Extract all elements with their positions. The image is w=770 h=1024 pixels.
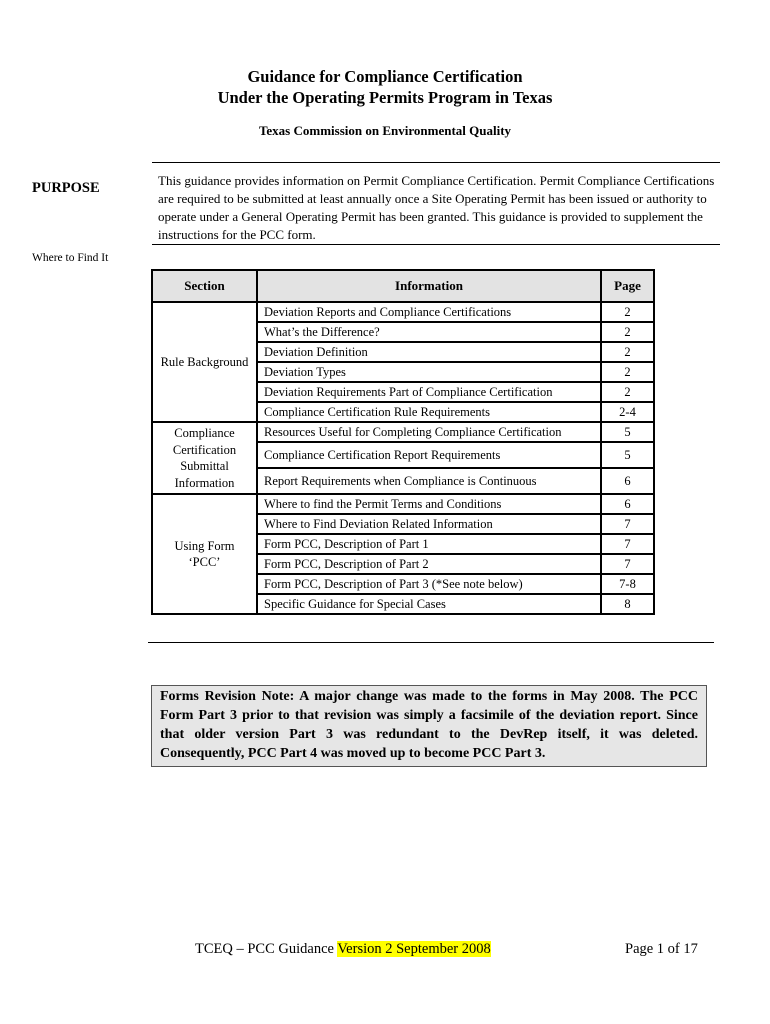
- table-bottom-rule: [148, 642, 714, 643]
- purpose-top-rule: [152, 162, 720, 163]
- toc-page: 2: [601, 322, 654, 342]
- toc-entry: Form PCC, Description of Part 2: [257, 554, 601, 574]
- toc-entry: Compliance Certification Rule Requirements: [257, 402, 601, 422]
- toc-page: 2: [601, 362, 654, 382]
- table-row: [152, 302, 654, 322]
- section-using-form-pcc: Using Form ‘PCC’: [152, 494, 257, 614]
- toc-entry: Deviation Reports and Compliance Certifications: [257, 302, 601, 322]
- toc-page: 2: [601, 342, 654, 362]
- toc-entry: Deviation Types: [257, 362, 601, 382]
- page-column-header: Page: [601, 270, 654, 302]
- agency-name: Texas Commission on Environmental Quality: [258, 123, 512, 138]
- section-compliance-certification: Compliance Certification Submittal Information: [152, 422, 257, 494]
- section-column-header: Section: [152, 270, 257, 302]
- document-title-line-1: Guidance for Compliance Certification: [247, 67, 523, 86]
- table-header-row: [152, 270, 654, 302]
- toc-entry: What’s the Difference?: [257, 322, 601, 342]
- toc-entry: Deviation Definition: [257, 342, 601, 362]
- toc-page: 7-8: [601, 574, 654, 594]
- purpose-label: PURPOSE: [32, 180, 100, 196]
- contents-table: [151, 269, 655, 615]
- toc-page: 7: [601, 554, 654, 574]
- toc-page: 2: [601, 302, 654, 322]
- toc-entry: Where to Find Deviation Related Information: [257, 514, 601, 534]
- toc-entry: Where to find the Permit Terms and Conditions: [257, 494, 601, 514]
- document-title-line-2: Under the Operating Permits Program in Texas: [217, 88, 553, 107]
- toc-entry: Form PCC, Description of Part 1: [257, 534, 601, 554]
- where-to-find-label: Where to Find It: [32, 252, 109, 264]
- forms-revision-note: Forms Revision Note: A major change was made to the forms in May 2008. The PCC Form Part 3 prior to that revision was simply a facsimile of the deviation report. Since that older version Part 3 was redundant to the DevRep itself, it was deleted. Consequently, PCC Part 4 was moved up to become PCC Part 3.: [151, 685, 707, 767]
- purpose-text: This guidance provides information on Permit Compliance Certification. Permit Compliance Certifications are required to be submitted at least annually once a Site Operating Permit has been issued or authority to operate under a General Operating Permit has been granted. This guidance is provided to supplement the instructions for the PCC form.: [158, 173, 715, 242]
- table-row: [152, 422, 654, 442]
- toc-page: 7: [601, 514, 654, 534]
- toc-page: 2: [601, 382, 654, 402]
- information-column-header: Information: [257, 270, 601, 302]
- table-row: [152, 494, 654, 514]
- toc-page: 5: [601, 422, 654, 442]
- toc-page: 8: [601, 594, 654, 614]
- toc-page: 5: [601, 442, 654, 468]
- toc-entry: Deviation Requirements Part of Compliance Certification: [257, 382, 601, 402]
- purpose-bottom-rule: [152, 244, 720, 245]
- footer-prefix: TCEQ – PCC Guidance: [195, 941, 338, 957]
- toc-page: 7: [601, 534, 654, 554]
- page-number: Page 1 of 17: [625, 941, 698, 957]
- toc-entry: Report Requirements when Compliance is Continuous: [257, 468, 601, 494]
- toc-entry: Compliance Certification Report Requirements: [257, 442, 601, 468]
- toc-entry: Specific Guidance for Special Cases: [257, 594, 601, 614]
- toc-page: 2-4: [601, 402, 654, 422]
- footer-version-highlight: Version 2 September 2008: [337, 941, 491, 957]
- footer-title: [195, 941, 491, 958]
- toc-page: 6: [601, 468, 654, 494]
- section-rule-background: Rule Background: [152, 302, 257, 422]
- toc-entry: Resources Useful for Completing Compliance Certification: [257, 422, 601, 442]
- toc-page: 6: [601, 494, 654, 514]
- toc-entry: Form PCC, Description of Part 3 (*See note below): [257, 574, 601, 594]
